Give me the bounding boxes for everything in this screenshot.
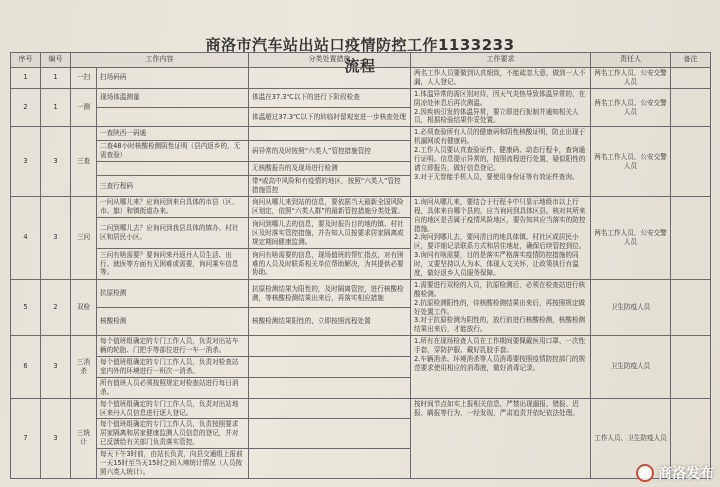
cell-measures bbox=[249, 68, 411, 89]
table-row bbox=[11, 127, 711, 141]
cell-requirements: 1.必须查验所有人员的健康码和阴性核酸证明，防止出现于机漏网或有健康码。 2.工作人员要认真查验证件、健康码、动态行程卡，查询通行证明。信息提示异常的，按照流程进行处置，疑似阳性的请立即报告，做好信息登记。 3.对于无智能手机人员，要使用身份证等有效证件查询。 bbox=[411, 127, 591, 197]
table-row bbox=[11, 68, 711, 89]
table-row bbox=[11, 336, 711, 357]
cell-stage: 三消杀 bbox=[71, 336, 97, 398]
cell-content: 一查陕西一码通 bbox=[97, 127, 249, 141]
cell-num: 3 bbox=[41, 398, 71, 478]
cell-seq: 3 bbox=[11, 127, 41, 197]
cell-content: 每个值班组确定的专门工作人员，负责对出站车辆的轮胎、门把手等部位进行一车一消杀。 bbox=[97, 336, 249, 357]
cell-stage: 双检 bbox=[71, 279, 97, 335]
cell-remarks bbox=[671, 336, 711, 398]
cell-content: 抗原检测 bbox=[97, 279, 249, 307]
cell-requirements: 两名工作人员要做到认真细致，不能疏忽大意，做到一人不漏，人人登记。 bbox=[411, 68, 591, 89]
cell-seq: 2 bbox=[11, 88, 41, 127]
cell-content: 每天下午3时前，由站长负责，向县交通组上报前一天15时至当天15时之间入境统计情况（人员按照六类人统计）。 bbox=[97, 449, 249, 479]
cell-seq: 6 bbox=[11, 336, 41, 398]
cell-measures bbox=[249, 419, 411, 449]
header-num: 编号 bbox=[41, 53, 71, 68]
header-measures: 分类处置措施 bbox=[249, 53, 411, 68]
cell-num: 2 bbox=[41, 279, 71, 335]
cell-content: 三问有啥需要？要询问来丹返丹人员生活、出行、就医等方面有无困难或需要，询问乘车信息等。 bbox=[97, 249, 249, 280]
cell-requirements: 1.询问从哪儿来，要结合于行程卡中只显示地级市以上行程，具体来自哪个县的，应当询问到具体区县。核对其所来自的地区是否属于疫情风险地区，要告知其应当落实的防控措施。 2.询问到哪儿去，要问清目的地具体镇、村社区或居民小区，要详细记录联系方式和居住地址，确保后续管控到位。 3.询问有啥需要，目的是落实严格落实疫情防控措施的同时，又要坚持以人为本，体现人文关怀，让政策执行有温度，做好返乡人员服务保障。 bbox=[411, 196, 591, 279]
table-row bbox=[11, 279, 711, 307]
cell-stage: 三查 bbox=[71, 127, 97, 197]
cell-remarks bbox=[671, 68, 711, 89]
cell-requirements: 1.所有在现场检查人员在工作期间要佩戴医用口罩、一次性手套，穿防护服、戴好乳胶手套。 2.车辆消杀、环境消杀等人员消毒要按照疫情防控部门的规范要求使用相应的消毒液，做好消毒记录。 bbox=[411, 336, 591, 398]
cell-content: 现场体温测量 bbox=[97, 88, 249, 107]
cell-measures: 码异常的及时按照“六类人”管控措施管控 bbox=[249, 141, 411, 162]
cell-stage: 一测 bbox=[71, 88, 97, 127]
table-row bbox=[11, 398, 711, 419]
header-seq: 序号 bbox=[11, 53, 41, 68]
cell-measures bbox=[249, 398, 411, 419]
cell-content bbox=[97, 108, 249, 127]
cell-measures bbox=[249, 357, 411, 378]
cell-measures bbox=[249, 449, 411, 479]
cell-content: 每个值班组确定的专门工作人员，负责对出站地区来丹人员信息进行逐人登记。 bbox=[97, 398, 249, 419]
cell-remarks bbox=[671, 88, 711, 127]
cell-stage: 三问 bbox=[71, 196, 97, 279]
cell-measures: 询问有啥需要的信息，现场值班的帮忙指点，对有困难的人员及时联系相关单位帮助解决，为其提供必要协助。 bbox=[249, 249, 411, 280]
header-remarks: 备注 bbox=[671, 53, 711, 68]
weibo-logo-icon bbox=[636, 464, 654, 482]
header-responsible: 责任人 bbox=[591, 53, 671, 68]
cell-seq: 5 bbox=[11, 279, 41, 335]
cell-responsible: 两名工作人员、公安交警人员 bbox=[591, 68, 671, 89]
cell-stage: 三统计 bbox=[71, 398, 97, 478]
cell-requirements: 1.体温异常的需区别对待，因天气炎热导致体温异常的，在阴凉处休息后再次测温。 2.因疾病引发的体温异常，要立即进行扼制并通知相关人员，根据检验结果作妥处置。 bbox=[411, 88, 591, 127]
cell-responsible: 两名工作人员、公安交警人员 bbox=[591, 196, 671, 279]
cell-content: 每个值班组确定的专门工作人员，负责对检查站室内外的环境进行一班次一消杀。 bbox=[97, 357, 249, 378]
process-table bbox=[10, 52, 711, 479]
cell-measures: 体温在37.3℃以下的进行下阶段检查 bbox=[249, 88, 411, 107]
cell-measures: 体温超过37.3℃以下的转临时留观室进一步核查处理 bbox=[249, 108, 411, 127]
cell-stage: 一扫 bbox=[71, 68, 97, 89]
cell-seq: 7 bbox=[11, 398, 41, 478]
cell-content: 二查48小时核酸检测阴性证明（县内返乡的，无需查验） bbox=[97, 141, 249, 162]
table-row bbox=[11, 88, 711, 107]
cell-num: 3 bbox=[41, 336, 71, 398]
header-requirements: 工作要求 bbox=[411, 53, 591, 68]
cell-remarks bbox=[671, 196, 711, 279]
table-header-row bbox=[11, 53, 711, 68]
cell-num: 3 bbox=[41, 196, 71, 279]
cell-remarks bbox=[671, 279, 711, 335]
cell-content: 扫场码码 bbox=[97, 68, 249, 89]
cell-num: 1 bbox=[41, 88, 71, 127]
table-row bbox=[11, 196, 711, 218]
cell-seq: 1 bbox=[11, 68, 41, 89]
cell-seq: 4 bbox=[11, 196, 41, 279]
cell-measures: 抗原检测结果为阳性的，及时隔离管控，进行核酸检测，等核酸检测结果出来后，再落实相应措施 bbox=[249, 279, 411, 307]
cell-measures bbox=[249, 377, 411, 398]
cell-measures: 核酸检测结果阳性的，立即按照流程处置 bbox=[249, 308, 411, 336]
cell-responsible: 两名工作人员、公安交警人员 bbox=[591, 127, 671, 197]
cell-measures: 无核酸报告的及现场进行检测 bbox=[249, 162, 411, 176]
cell-num: 3 bbox=[41, 127, 71, 197]
header-content: 工作内容 bbox=[71, 53, 249, 68]
cell-requirements: 按时间节点如实上报相关信息，严禁出现漏报、错报、迟报、瞒报等行为，一经发现，严肃追责并依纪依法处理。 bbox=[411, 398, 591, 478]
table-body bbox=[11, 68, 711, 479]
document-title: 商洛市汽车站出站口疫情防控工作1133233流程 bbox=[205, 36, 515, 75]
cell-content: 一问从哪儿来？应询问到来自具体的市县（区、市、旗）和镇街道办来。 bbox=[97, 196, 249, 218]
cell-content: 核酸检测 bbox=[97, 308, 249, 336]
cell-content: 三查行程码 bbox=[97, 176, 249, 197]
cell-measures: 带*或高中风险和有疫情的地区，按照“六类人”管控措施管控 bbox=[249, 176, 411, 197]
cell-content bbox=[97, 162, 249, 176]
cell-responsible: 卫生防疫人员 bbox=[591, 336, 671, 398]
cell-content: 每个值班组确定的专门工作人员，负责按照要求居家隔离和居家健康监测人员信息的登记，并对已反馈给有关部门负责落实管控。 bbox=[97, 419, 249, 449]
cell-measures bbox=[249, 336, 411, 357]
cell-measures: 询问从哪儿来到站的信息，要依据当天最新全国风险区划定，依照“六类人群”的最新管控措施分类处置。 bbox=[249, 196, 411, 218]
cell-responsible: 卫生防疫人员 bbox=[591, 279, 671, 335]
watermark-text: 商洛发布 bbox=[658, 466, 714, 482]
cell-content: 所有值班人员必须按照规定对检查站进行每日消杀。 bbox=[97, 377, 249, 398]
cell-measures bbox=[249, 127, 411, 141]
cell-requirements: 1.需要进行双检的人员，抗原检测后，必须在检查站进行核酸检测。 2.抗原检测阳性的，待核酸检测结果出来后，再按照规定做好处置工作。 3.对于抗原检测为阴性的，放行前进行核酸检测，核酸检测结果出来后，才能放行。 bbox=[411, 279, 591, 335]
cell-num: 1 bbox=[41, 68, 71, 89]
cell-responsible: 两名工作人员、公安交警人员 bbox=[591, 88, 671, 127]
watermark bbox=[636, 463, 714, 483]
cell-remarks bbox=[671, 127, 711, 197]
cell-responsible: 工作人员、卫生防疫人员 bbox=[591, 398, 671, 478]
cell-measures: 询问到哪儿去的信息，要及时报告目的地的镇、村社区及时落实管控措施，并告知人员按要求居家隔离或规定期间健康监测。 bbox=[249, 218, 411, 249]
cell-content: 二问到哪儿去？应询问到我县具体的镇办、村社区和居民小区。 bbox=[97, 218, 249, 249]
